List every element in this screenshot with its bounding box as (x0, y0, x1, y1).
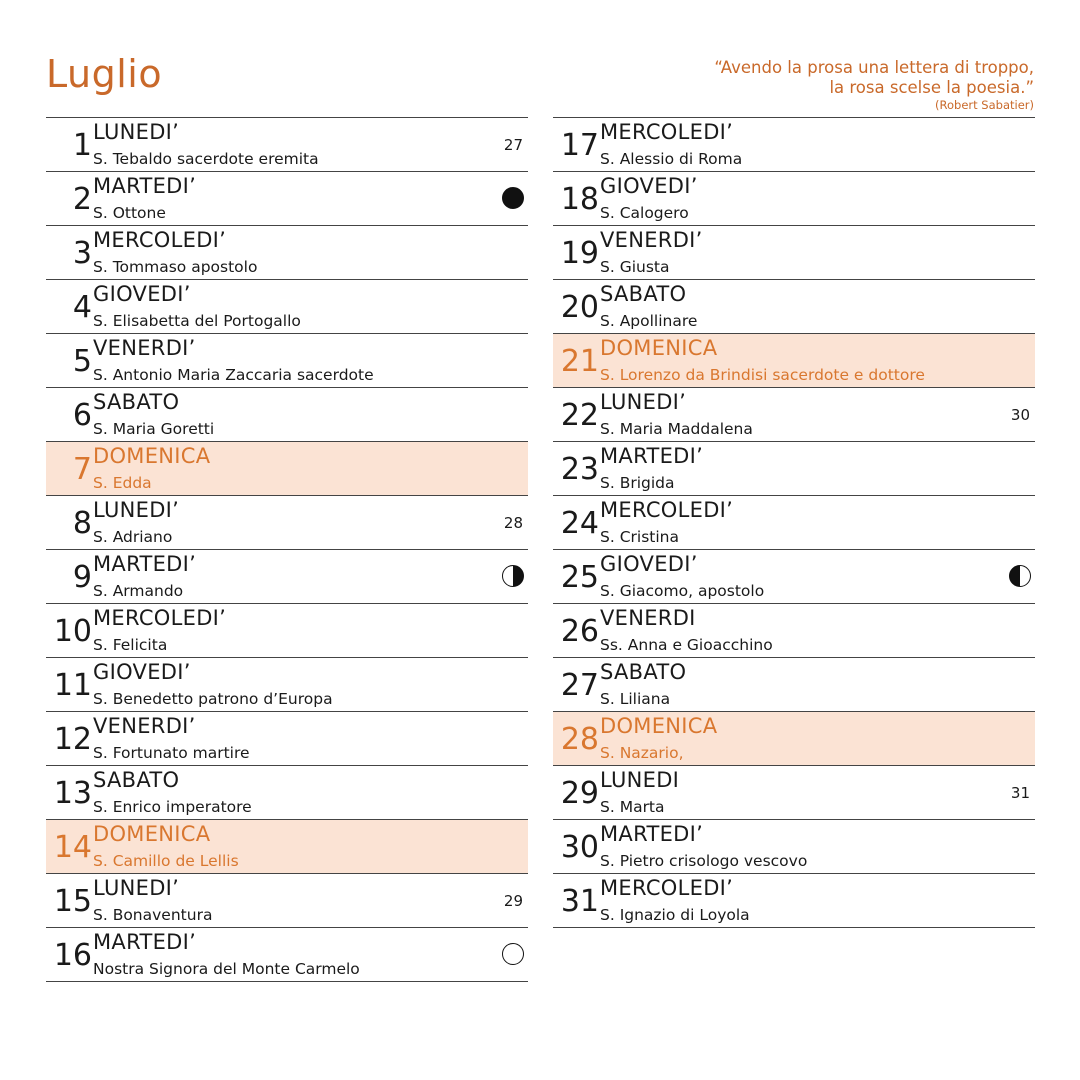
saint-name: S. Alessio di Roma (600, 150, 743, 168)
day-row (46, 225, 528, 279)
day-row (553, 495, 1035, 549)
saint-name: S. Giacomo, apostolo (600, 582, 765, 600)
day-number: 13 (53, 776, 92, 811)
day-number: 8 (72, 506, 92, 541)
sunday-row (46, 819, 528, 873)
day-number: 2 (72, 182, 92, 217)
saint-name: S. Ottone (93, 204, 166, 222)
saint-name: S. Edda (93, 474, 152, 492)
saint-name: S. Fortunato martire (93, 744, 250, 762)
weekday-name: VENERDI’ (93, 714, 196, 738)
saint-name: Ss. Anna e Gioacchino (600, 636, 773, 654)
day-row (553, 873, 1035, 928)
quote-line-1: “Avendo la prosa una lettera di troppo, (714, 58, 1034, 77)
week-number: 30 (1010, 406, 1030, 424)
saint-name: S. Marta (600, 798, 665, 816)
day-row (553, 603, 1035, 657)
day-number: 19 (560, 236, 599, 271)
day-number: 18 (560, 182, 599, 217)
weekday-name: VENERDI’ (93, 336, 196, 360)
saint-name: S. Liliana (600, 690, 671, 708)
weekday-name: MARTEDI’ (93, 552, 197, 576)
day-row (553, 117, 1035, 171)
saint-name: S. Calogero (600, 204, 689, 222)
saint-name: Nostra Signora del Monte Carmelo (93, 960, 360, 978)
saint-name: S. Pietro crisologo vescovo (600, 852, 808, 870)
first-quarter-moon-icon (502, 565, 524, 587)
last-quarter-moon-icon (1009, 565, 1031, 587)
full-moon-icon (502, 943, 524, 965)
day-row (553, 225, 1035, 279)
weekday-name: SABATO (93, 768, 180, 792)
saint-name: S. Ignazio di Loyola (600, 906, 750, 924)
quote-line-2: la rosa scelse la poesia.” (829, 78, 1034, 97)
day-number: 6 (72, 398, 92, 433)
weekday-name: LUNEDI’ (93, 876, 180, 900)
day-number: 12 (53, 722, 92, 757)
day-number: 28 (560, 722, 599, 757)
day-row (46, 711, 528, 765)
week-number: 31 (1010, 784, 1030, 802)
saint-name: S. Lorenzo da Brindisi sacerdote e dottore (600, 366, 925, 384)
weekday-name: SABATO (600, 282, 687, 306)
day-number: 17 (560, 128, 599, 163)
weekday-name: GIOVEDI’ (93, 660, 191, 684)
saint-name: S. Camillo de Lellis (93, 852, 239, 870)
day-row (46, 927, 528, 982)
day-row (553, 279, 1035, 333)
day-row (46, 117, 528, 171)
day-number: 9 (72, 560, 92, 595)
day-number: 1 (72, 128, 92, 163)
weekday-name: MERCOLEDI’ (93, 606, 227, 630)
saint-name: S. Brigida (600, 474, 675, 492)
saint-name: S. Adriano (93, 528, 173, 546)
day-row (46, 171, 528, 225)
saint-name: S. Enrico imperatore (93, 798, 252, 816)
day-number: 16 (53, 938, 92, 973)
saint-name: S. Bonaventura (93, 906, 213, 924)
day-row (46, 549, 528, 603)
weekday-name: MARTEDI’ (600, 444, 704, 468)
day-number: 14 (53, 830, 92, 865)
weekday-name: MERCOLEDI’ (600, 498, 734, 522)
saint-name: S. Elisabetta del Portogallo (93, 312, 301, 330)
day-number: 25 (560, 560, 599, 595)
saint-name: S. Maria Maddalena (600, 420, 753, 438)
day-row (553, 171, 1035, 225)
saint-name: S. Antonio Maria Zaccaria sacerdote (93, 366, 374, 384)
day-number: 7 (72, 452, 92, 487)
saint-name: S. Giusta (600, 258, 670, 276)
day-number: 24 (560, 506, 599, 541)
day-row (553, 765, 1035, 819)
weekday-name: MARTEDI’ (93, 174, 197, 198)
day-row (46, 387, 528, 441)
weekday-name: DOMENICA (93, 444, 211, 468)
day-row (553, 387, 1035, 441)
day-number: 31 (560, 884, 599, 919)
day-number: 5 (72, 344, 92, 379)
weekday-name: MARTEDI’ (600, 822, 704, 846)
saint-name: S. Benedetto patrono d’Europa (93, 690, 333, 708)
day-row (553, 657, 1035, 711)
month-title: Luglio (46, 52, 163, 96)
saint-name: S. Tebaldo sacerdote eremita (93, 150, 319, 168)
saint-name: S. Felicita (93, 636, 168, 654)
weekday-name: MARTEDI’ (93, 930, 197, 954)
day-number: 3 (72, 236, 92, 271)
weekday-name: MERCOLEDI’ (600, 876, 734, 900)
weekday-name: VENERDI (600, 606, 696, 630)
saint-name: S. Maria Goretti (93, 420, 215, 438)
saint-name: S. Cristina (600, 528, 679, 546)
quote-author: (Robert Sabatier) (935, 98, 1034, 112)
day-number: 27 (560, 668, 599, 703)
new-moon-icon (502, 187, 524, 209)
week-number: 28 (503, 514, 523, 532)
weekday-name: SABATO (600, 660, 687, 684)
day-row (46, 657, 528, 711)
day-number: 10 (53, 614, 92, 649)
calendar-column-right (553, 117, 1035, 928)
weekday-name: GIOVEDI’ (93, 282, 191, 306)
weekday-name: LUNEDI (600, 768, 680, 792)
day-row (46, 279, 528, 333)
quote (714, 58, 1034, 112)
weekday-name: DOMENICA (600, 336, 718, 360)
day-row (46, 873, 528, 927)
saint-name: S. Apollinare (600, 312, 698, 330)
day-number: 21 (560, 344, 599, 379)
weekday-name: LUNEDI’ (93, 498, 180, 522)
saint-name: S. Tommaso apostolo (93, 258, 258, 276)
day-row (46, 603, 528, 657)
weekday-name: DOMENICA (600, 714, 718, 738)
day-number: 20 (560, 290, 599, 325)
sunday-row (553, 333, 1035, 387)
day-number: 11 (53, 668, 92, 703)
weekday-name: LUNEDI’ (600, 390, 687, 414)
day-row (553, 441, 1035, 495)
day-number: 26 (560, 614, 599, 649)
weekday-name: LUNEDI’ (93, 120, 180, 144)
day-row (46, 495, 528, 549)
day-number: 23 (560, 452, 599, 487)
week-number: 29 (503, 892, 523, 910)
day-number: 22 (560, 398, 599, 433)
weekday-name: DOMENICA (93, 822, 211, 846)
saint-name: S. Armando (93, 582, 184, 600)
day-number: 4 (72, 290, 92, 325)
day-row (46, 765, 528, 819)
day-row (553, 819, 1035, 873)
day-number: 29 (560, 776, 599, 811)
weekday-name: SABATO (93, 390, 180, 414)
week-number: 27 (503, 136, 523, 154)
day-row (46, 333, 528, 387)
day-row (553, 549, 1035, 603)
weekday-name: GIOVEDI’ (600, 174, 698, 198)
weekday-name: VENERDI’ (600, 228, 703, 252)
sunday-row (46, 441, 528, 495)
saint-name: S. Nazario, (600, 744, 684, 762)
day-number: 30 (560, 830, 599, 865)
calendar-column-left (46, 117, 528, 982)
weekday-name: MERCOLEDI’ (600, 120, 734, 144)
weekday-name: MERCOLEDI’ (93, 228, 227, 252)
sunday-row (553, 711, 1035, 765)
weekday-name: GIOVEDI’ (600, 552, 698, 576)
day-number: 15 (53, 884, 92, 919)
